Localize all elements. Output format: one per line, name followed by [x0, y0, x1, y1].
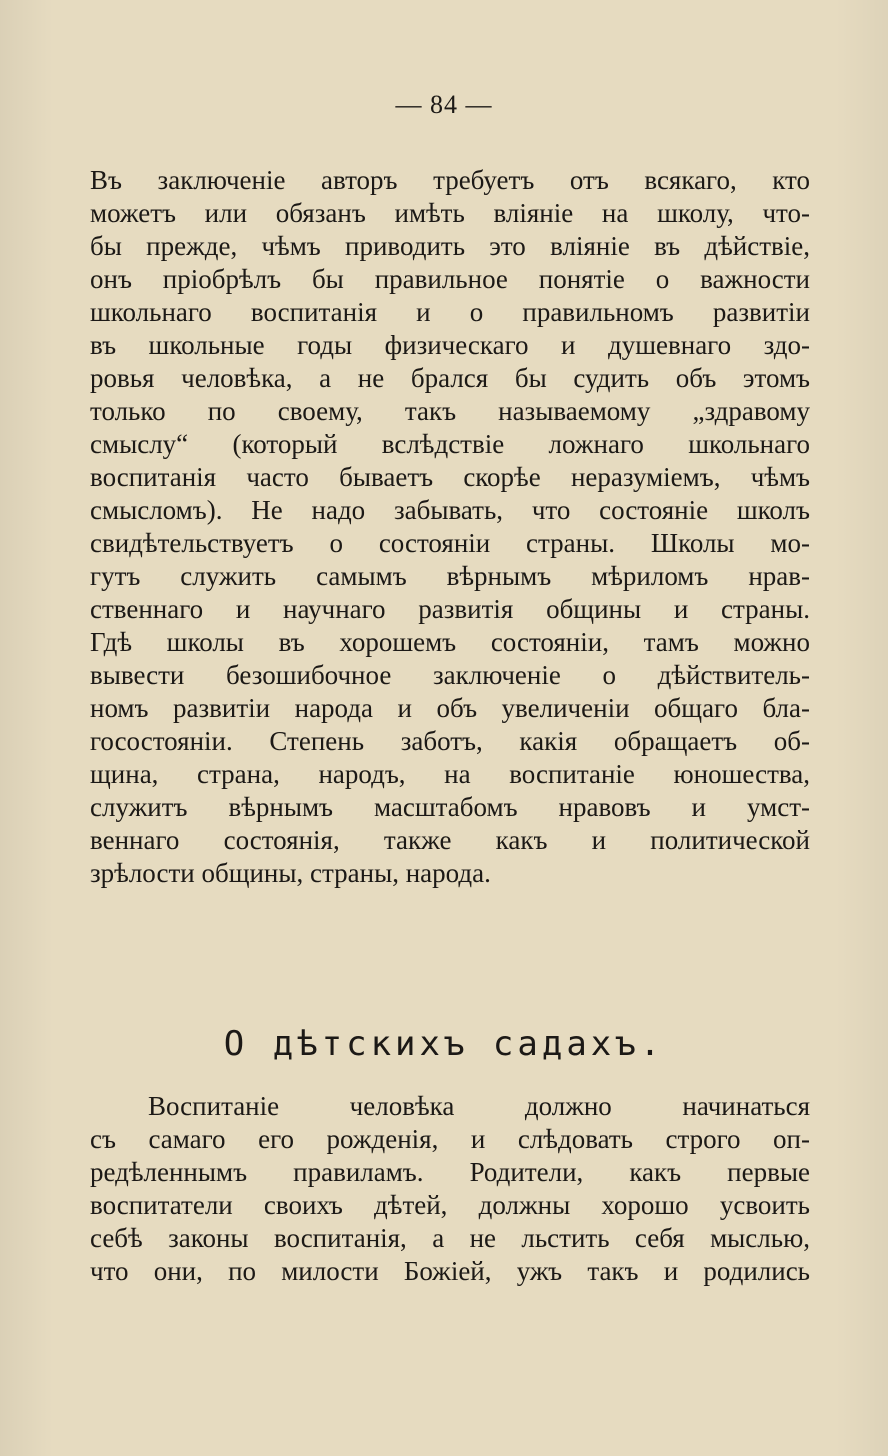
text-line: воспитатели своихъ дѣтей, должны хорошо усвоить — [90, 1190, 810, 1220]
text-line: веннаго состоянiя, также какъ и политической — [90, 825, 810, 855]
text-line: ственнаго и научнаго развитiя общины и страны. — [90, 594, 810, 624]
paragraph-conclusion — [90, 164, 810, 890]
text-line: вывести безошибочное заключенiе о дѣйствитель- — [90, 660, 810, 690]
text-line: номъ развитiи народа и объ увеличенiи общаго бла- — [90, 693, 810, 723]
text-line: смыслу“ (который вслѣдствiе ложнаго школьнаго — [90, 429, 810, 459]
text-line: можетъ или обязанъ имѣть влiянiе на школу, что- — [90, 198, 810, 228]
text-line: онъ прiобрѣлъ бы правильное понятiе о важности — [90, 264, 810, 294]
text-line: редѣленнымъ правиламъ. Родители, какъ первые — [90, 1157, 810, 1187]
text-line: себѣ законы воспитанiя, а не льстить себя мыслью, — [90, 1223, 810, 1253]
text-line: только по своему, такъ называемому „здравому — [90, 396, 810, 426]
text-line: бы прежде, чѣмъ приводить это влiянiе въ дѣйствiе, — [90, 231, 810, 261]
paragraph-kindergartens — [90, 1090, 810, 1288]
text-line: Воспитанiе человѣка должно начинаться — [148, 1091, 810, 1121]
text-line: служитъ вѣрнымъ масштабомъ нравовъ и умст- — [90, 792, 810, 822]
text-line: госостоянiи. Степень заботъ, какiя обращаетъ об- — [90, 726, 810, 756]
text-line: въ школьные годы физическаго и душевнаго здо- — [90, 330, 810, 360]
text-line: воспитанiя часто бываетъ скорѣе неразумiемъ, чѣмъ — [90, 462, 810, 492]
text-line: гутъ служить самымъ вѣрнымъ мѣриломъ нрав- — [90, 561, 810, 591]
text-line: зрѣлости общины, страны, народа. — [90, 858, 491, 888]
text-line: школьнаго воспитанiя и о правильномъ развитiи — [90, 297, 810, 327]
text-line: съ самаго его рожденiя, и слѣдовать строго оп- — [90, 1124, 810, 1154]
text-line: что они, по милости Божiей, ужъ такъ и родились — [90, 1256, 810, 1286]
text-line: Въ заключенiе авторъ требуетъ отъ всякаго, кто — [90, 165, 810, 195]
text-line: ровья человѣка, а не брался бы судить объ этомъ — [90, 363, 810, 393]
text-line: смысломъ). Не надо забывать, что состоянiе школъ — [90, 495, 810, 525]
text-line: Гдѣ школы въ хорошемъ состоянiи, тамъ можно — [90, 627, 810, 657]
text-line: щина, страна, народъ, на воспитанiе юношества, — [90, 759, 810, 789]
text-line: свидѣтельствуетъ о состоянiи страны. Школы мо- — [90, 528, 810, 558]
section-heading: О дѣтскихъ садахъ. — [223, 1024, 665, 1064]
page-number: — 84 — — [395, 90, 493, 119]
